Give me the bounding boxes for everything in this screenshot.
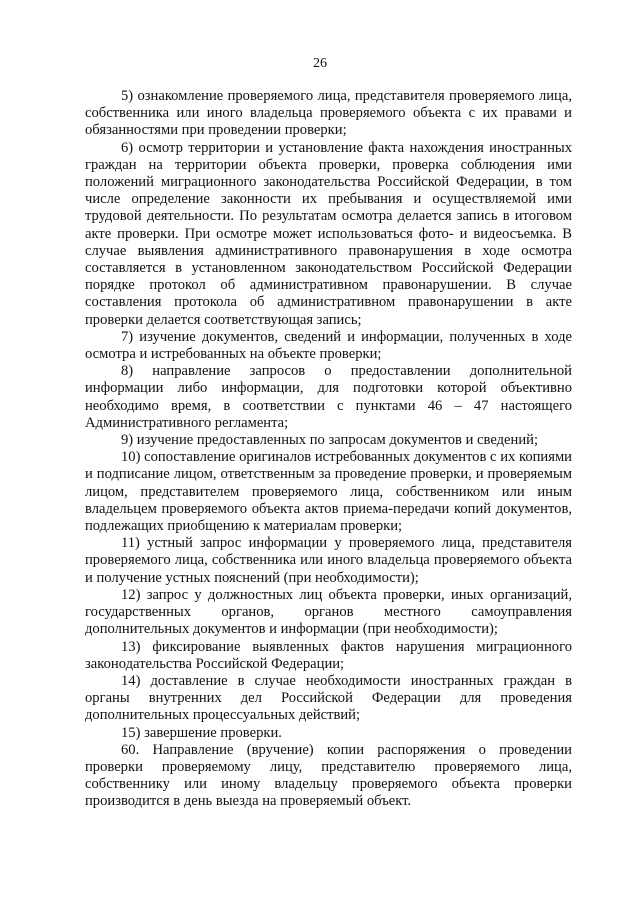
- paragraph-item-14: 14) доставление в случае необходимости иностранных граждан в органы внутренних дел Российской Федерации для проведения дополнительных процессуальных действий;: [85, 672, 572, 724]
- paragraph-section-60: 60. Направление (вручение) копии распоряжения о проведении проверки проверяемому лицу, представителю проверяемого лица, собственнику или иному владельцу проверяемого объекта проверки производится в день выезда на проверяемый объект.: [85, 741, 572, 810]
- paragraph-item-5: 5) ознакомление проверяемого лица, представителя проверяемого лица, собственника или иного владельца проверяемого объекта с их правами и обязанностями при проведении проверки;: [85, 88, 572, 139]
- paragraph-item-12: 12) запрос у должностных лиц объекта проверки, иных организаций, государственных органов, органов местного самоуправления дополнительных документов и информации (при необходимости);: [85, 586, 572, 638]
- paragraph-item-9: 9) изучение предоставленных по запросам документов и сведений;: [121, 432, 539, 449]
- paragraph-item-10: 10) сопоставление оригиналов истребованных документов с их копиями и подписание лицом, ответственным за проведение проверки, и проверяемым лицом, представителем проверяемого лица, собственником или иным владельцем проверяемого объекта актов приема-передачи копий документов, подлежащих приобщению к материалам проверки;: [85, 449, 572, 535]
- paragraph-item-6: 6) осмотр территории и установление факта нахождения иностранных граждан на территории объекта проверки, проверка соблюдения ими положений миграционного законодательства Российской Федерации, в том числе определение законности их пребывания и осуществляемой ими трудовой деятельности. По результатам осмотра делается запись в итоговом акте проверки. При осмотре может использоваться фото- и видеосъемка. В случае выявления административного правонарушения в ходе осмотра составляется в установленном законодательством Российской Федерации порядке протокол об административном правонарушении. В случае составления протокола об административном правонарушении в акте проверки делается соответствующая запись;: [85, 139, 572, 328]
- paragraph-item-7: 7) изучение документов, сведений и информации, полученных в ходе осмотра и истребованных на объекте проверки;: [85, 328, 572, 363]
- paragraph-item-13: 13) фиксирование выявленных фактов нарушения миграционного законодательства Российской Федерации;: [85, 638, 572, 672]
- paragraph-item-8: 8) направление запросов о предоставлении дополнительной информации либо информации, для подготовки которой объективно необходимо время, в соответствии с пунктами 46 – 47 настоящего Административного регламента;: [85, 363, 572, 431]
- document-body: [85, 88, 572, 811]
- paragraph-item-15: 15) завершение проверки.: [121, 724, 282, 741]
- page-number: 26: [313, 56, 327, 71]
- paragraph-item-11: 11) устный запрос информации у проверяемого лица, представителя проверяемого лица, собственника или иного владельца проверяемого объекта и получение устных пояснений (при необходимости);: [85, 535, 572, 586]
